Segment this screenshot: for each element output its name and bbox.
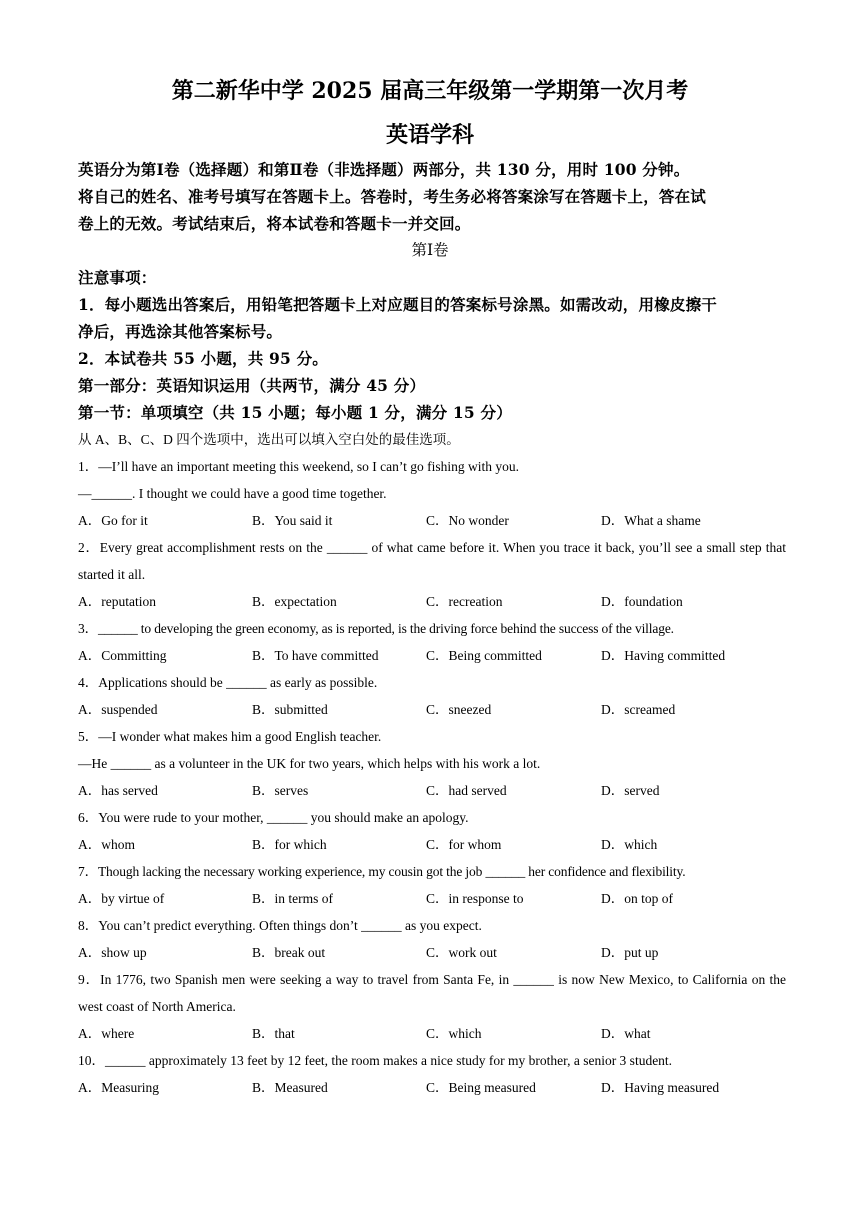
option-c: C．in response to [426, 891, 524, 906]
question-stem: 8．You can’t predict everything. Often things don’t ______ as you expect. [78, 918, 482, 933]
option-b: B．in terms of [252, 891, 333, 906]
option-c: C．No wonder [426, 513, 509, 528]
question-stem: 9．In 1776, two Spanish men were seeking a way to travel from Santa Fe, in ______ is now New Mexico, to California on the west coast of North America. [78, 972, 786, 1014]
option-a: A．by virtue of [78, 891, 165, 906]
question-8 [78, 912, 786, 966]
question-stem: 1．—I’ll have an important meeting this weekend, so I can’t go fishing with you. [78, 459, 520, 474]
option-row [78, 777, 786, 804]
option-c: C．had served [426, 783, 507, 798]
option-row [78, 588, 786, 615]
question-4 [78, 669, 786, 723]
option-a: A．Measuring [78, 1080, 159, 1095]
option-a: A．Committing [78, 648, 167, 663]
question-7 [78, 858, 786, 912]
option-d: D．screamed [601, 702, 676, 717]
subject-title: 英语学科 [385, 122, 474, 148]
option-d: D．What a shame [601, 513, 701, 528]
question-9 [78, 966, 786, 1047]
question-stem: 7．Though lacking the necessary working experience, my cousin got the job ______ her confidence and flexibility. [78, 864, 686, 879]
option-a: A．Go for it [78, 513, 148, 528]
question-2 [78, 534, 786, 615]
option-a: A．suspended [78, 702, 158, 717]
question-stem: 6．You were rude to your mother, ______ you should make an apology. [78, 810, 469, 825]
volume-title: 第Ⅰ卷 [411, 241, 449, 259]
question-1 [78, 453, 786, 534]
question-stem: 2．Every great accomplishment rests on the ______ of what came before it. When you trace it back, you’ll see a small step that started it all. [78, 540, 786, 582]
option-d: D．what [601, 1026, 651, 1041]
question-stem: 10．______ approximately 13 feet by 12 feet, the room makes a nice study for my brother, a senior 3 student. [78, 1053, 673, 1068]
option-d: D．which [601, 837, 658, 852]
option-row [78, 642, 786, 669]
option-row [78, 885, 786, 912]
question-10 [78, 1047, 786, 1101]
option-c: C．recreation [426, 594, 503, 609]
option-a: A．show up [78, 945, 147, 960]
option-b: B．To have committed [252, 648, 379, 663]
option-b: B．break out [252, 945, 326, 960]
question-5 [78, 723, 786, 804]
option-b: B．for which [252, 837, 327, 852]
option-d: D．served [601, 783, 660, 798]
option-b: B．serves [252, 783, 309, 798]
question-reply: —______. I thought we could have a good time together. [78, 486, 387, 501]
question-3 [78, 615, 786, 669]
part-one-heading: 第一部分：英语知识运用（共两节，满分 45 分） [78, 376, 426, 395]
option-d: D．on top of [601, 891, 673, 906]
option-d: D．put up [601, 945, 659, 960]
option-c: C．sneezed [426, 702, 492, 717]
option-b: B．submitted [252, 702, 328, 717]
option-b: B．Measured [252, 1080, 328, 1095]
option-row [78, 1074, 786, 1101]
intro-line-1: 英语分为第Ⅰ卷（选择题）和第Ⅱ卷（非选择题）两部分，共 130 分，用时 100 分钟。 [78, 160, 690, 179]
option-d: D．foundation [601, 594, 683, 609]
exam-title: 第二新华中学 2025 届高三年级第一学期第一次月考 [171, 78, 689, 104]
option-c: C．Being measured [426, 1080, 536, 1095]
option-row [78, 696, 786, 723]
question-6 [78, 804, 786, 858]
notice-line-3: 2．本试卷共 55 小题，共 95 分。 [78, 349, 329, 368]
option-row [78, 1020, 786, 1047]
notice-heading: 注意事项： [78, 268, 157, 287]
section-instruction: 从 A、B、C、D 四个选项中，选出可以填入空白处的最佳选项。 [78, 432, 460, 447]
option-b: B．You said it [252, 513, 333, 528]
intro-line-3: 卷上的无效。考试结束后，将本试卷和答题卡一并交回。 [78, 214, 471, 233]
question-stem: 5．—I wonder what makes him a good English teacher. [78, 729, 382, 744]
option-row [78, 831, 786, 858]
notice-line-2: 净后，再选涂其他答案标号。 [78, 322, 283, 341]
option-c: C．work out [426, 945, 497, 960]
option-c: C．Being committed [426, 648, 542, 663]
option-row [78, 939, 786, 966]
option-row [78, 507, 786, 534]
option-d: D．Having committed [601, 648, 726, 663]
question-reply: —He ______ as a volunteer in the UK for two years, which helps with his work a lot. [78, 756, 541, 771]
option-d: D．Having measured [601, 1080, 720, 1095]
option-a: A．has served [78, 783, 158, 798]
option-b: B．that [252, 1026, 295, 1041]
option-c: C．for whom [426, 837, 502, 852]
option-c: C．which [426, 1026, 482, 1041]
option-b: B．expectation [252, 594, 337, 609]
intro-line-2: 将自己的姓名、准考号填写在答题卡上。答卷时，考生务必将答案涂写在答题卡上，答在试 [78, 187, 707, 206]
option-a: A．reputation [78, 594, 156, 609]
section-one-heading: 第一节：单项填空（共 15 小题；每小题 1 分，满分 15 分） [78, 403, 512, 422]
option-a: A．whom [78, 837, 135, 852]
option-a: A．where [78, 1026, 135, 1041]
question-stem: 3．______ to developing the green economy, as is reported, is the driving force behind the success of the village. [78, 621, 674, 636]
question-stem: 4．Applications should be ______ as early as possible. [78, 675, 378, 690]
notice-line-1: 1．每小题选出答案后，用铅笔把答题卡上对应题目的答案标号涂黑。如需改动，用橡皮擦干 [78, 295, 717, 314]
